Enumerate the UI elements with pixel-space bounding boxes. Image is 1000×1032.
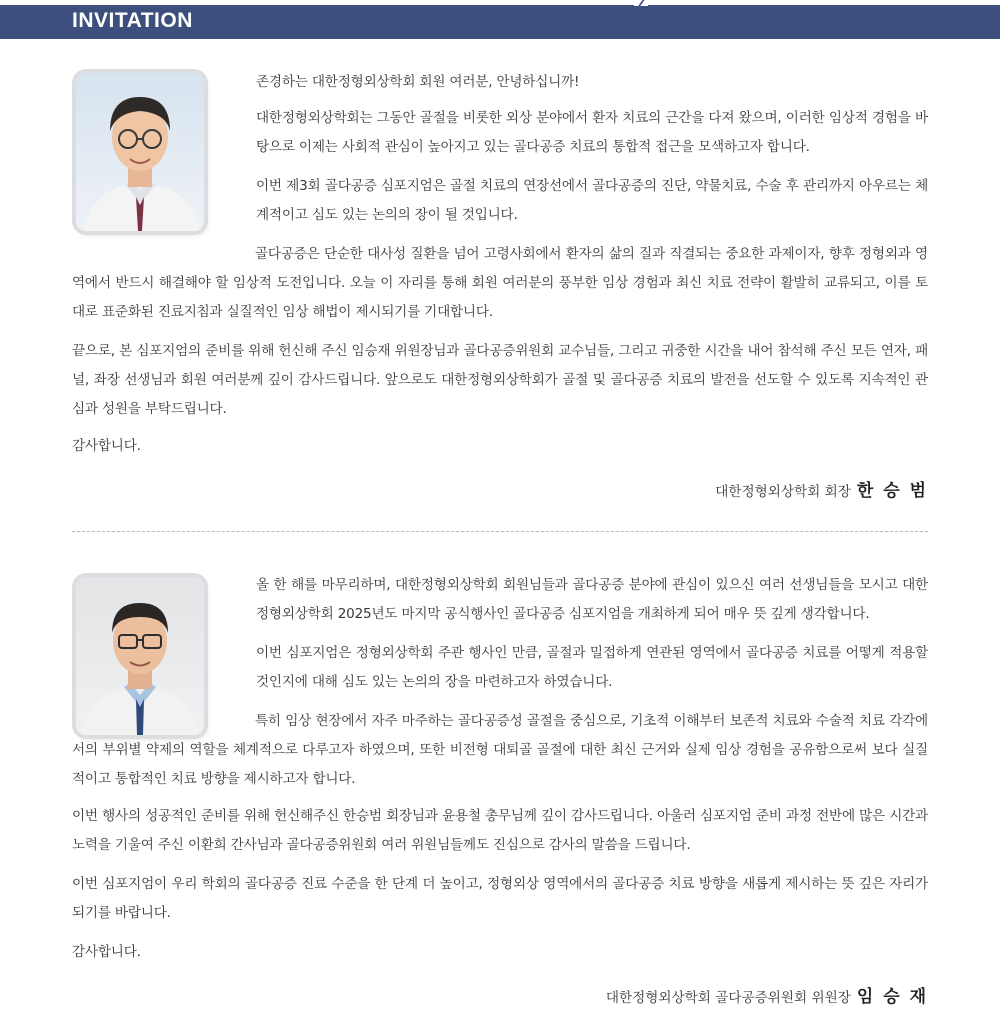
- message2-paragraph-1: 올 한 해를 마무리하며, 대한정형외상학회 회원님들과 골다공증 분야에 관심이 있으신 여러 선생님들을 모시고 대한정형외상학회 2025년도 마지막 공식행사인 골다공증 심포지엄을 개최하게 되어 매우 뜻 깊게 생각합니다.: [256, 577, 928, 622]
- signature2-title: 대한정형외상학회 골다공증위원회 위원장: [605, 990, 851, 1006]
- section-divider: [72, 531, 928, 532]
- message2-paragraph-2: 이번 심포지엄은 정형외상학회 주관 행사인 만큼, 골절과 밀접하게 연관된 영역에서 골다공증 치료를 어떻게 적용할 것인지에 대해 심도 있는 논의의 장을 마련하고자 하였습니다.: [256, 645, 928, 690]
- message1-paragraph-3: 이번 제3회 골다공증 심포지엄은 골절 치료의 연장선에서 골다공증의 진단, 약물치료, 수술 후 관리까지 아우르는 체계적이고 심도 있는 논의의 장이 될 것입니다.: [256, 178, 928, 223]
- message2-paragraph-3: 특히 임상 현장에서 자주 마주하는 골다공증성 골절을 중심으로, 기초적 이해부터 보존적 치료와 수술적 치료 각각에서의 부위별 약제의 역할을 체계적으로 다루고자 하였으며, 또한 비전형 대퇴골 골절에 대한 최신 근거와 실제 임상 경험을 공유함으로써 보다 실질적이고 통합적인 치료 방향을 제시하고자 합니다.: [72, 713, 928, 787]
- message2-paragraph-5: 이번 심포지엄이 우리 학회의 골다공증 진료 수준을 한 단계 더 높이고, 정형외상 영역에서의 골다공증 치료 방향을 새롭게 제시하는 뜻 깊은 자리가 되기를 바랍니다.: [72, 876, 928, 921]
- signature1-name: 한 승 범: [856, 481, 928, 501]
- message1-paragraph-2: 대한정형외상학회는 그동안 골절을 비롯한 외상 분야에서 환자 치료의 근간을 다져 왔으며, 이러한 임상적 경험을 바탕으로 이제는 사회적 관심이 높아지고 있는 골다공증 치료의 통합적 접근을 모색하고자 합니다.: [256, 110, 928, 155]
- president-photo: [76, 73, 204, 231]
- signature1-title: 대한정형외상학회 회장: [715, 484, 851, 500]
- message2-paragraph-4: 이번 행사의 성공적인 준비를 위해 헌신해주신 한승범 회장님과 윤용철 총무님께 깊이 감사드립니다. 아울러 심포지엄 준비 과정 전반에 많은 시간과 노력을 기울여 주신 이환희 간사님과 골다공증위원회 여러 위원님들께도 진심으로 감사의 말씀을 드립니다.: [72, 808, 928, 853]
- message2-paragraph-6: 감사합니다.: [72, 944, 141, 960]
- message1-paragraph-4: 골다공증은 단순한 대사성 질환을 넘어 고령사회에서 환자의 삶의 질과 직결되는 중요한 과제이자, 향후 정형외과 영역에서 반드시 해결해야 할 임상적 도전입니다. 오늘 이 자리를 통해 회원 여러분의 풍부한 임상 경험과 최신 치료 전략이 활발히 교류되고, 이를 토대로 표준화된 진료지침과 실질적인 임상 해법이 제시되기를 기대합니다.: [72, 246, 928, 320]
- message1-paragraph-6: 감사합니다.: [72, 438, 141, 454]
- invitation-header: [0, 5, 1000, 39]
- message1-paragraph-1: 존경하는 대한정형외상학회 회원 여러분, 안녕하십니까!: [256, 74, 580, 90]
- message1-signature: [715, 481, 928, 502]
- message2-signature: [606, 987, 928, 1008]
- header-title: INVITATION: [72, 9, 193, 32]
- signature2-name: 임 승 재: [856, 987, 928, 1007]
- message1-paragraph-5: 끝으로, 본 심포지엄의 준비를 위해 헌신해 주신 임승재 위원장님과 골다공증위원회 교수님들, 그리고 귀중한 시간을 내어 참석해 주신 모든 연자, 패널, 좌장 선생님과 회원 여러분께 깊이 감사드립니다. 앞으로도 대한정형외상학회가 골절 및 골다공증 치료의 발전을 선도할 수 있도록 지속적인 관심과 성원을 부탁드립니다.: [72, 343, 928, 417]
